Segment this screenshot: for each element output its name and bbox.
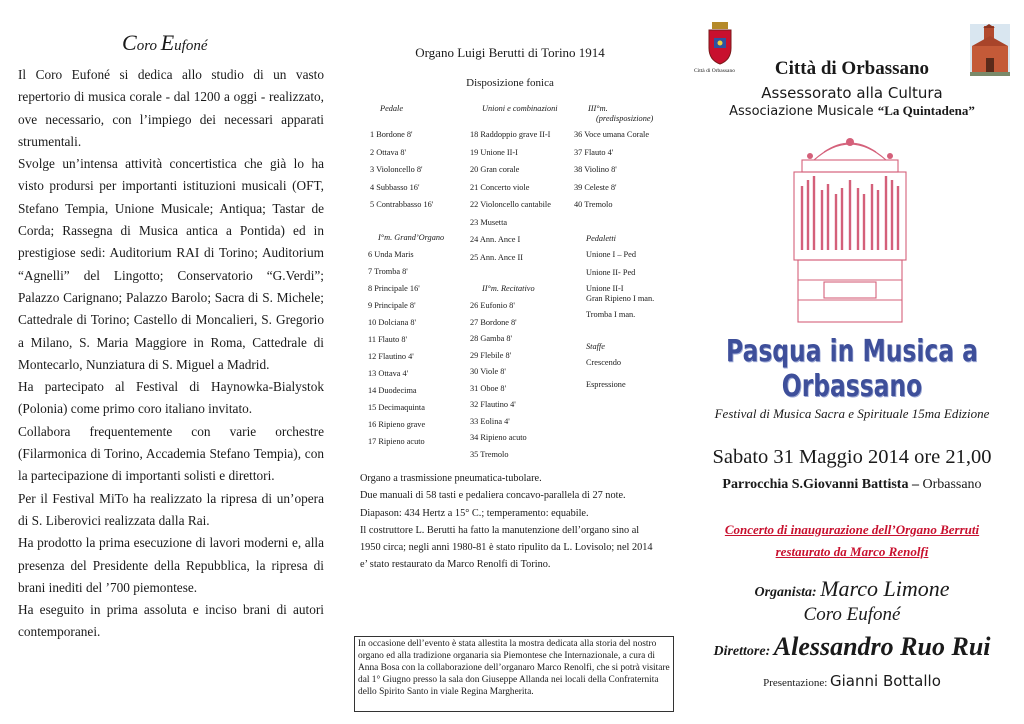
third-manual-stop: 36 Voce umana Corale (574, 130, 650, 139)
association: Associazione Musicale “La Quintadena” (729, 103, 975, 119)
staffe-item: Espressione (586, 380, 626, 389)
concert-title-line1: Concerto di inaugurazione dell’Organo Berruti (724, 522, 980, 537)
grand-organo-stop: 10 Dolciana 8' (368, 318, 417, 327)
paragraph: Ha partecipato al Festival di Haynowka-Bialystok (Polonia) come primo coro italiano invitato. (18, 379, 324, 417)
pedaletto-item: Unione II- Ped (586, 268, 636, 277)
pedale-header: Pedale (380, 104, 404, 113)
grand-organo-stop: 8 Principale 16' (368, 284, 420, 293)
city-name: Città di Orbassano (774, 58, 930, 79)
director: Direttore: Alessandro Ruo Rui (713, 632, 991, 661)
organist: Organista: Marco Limone (754, 576, 950, 601)
crest-caption: Città di Orbassano (694, 68, 735, 74)
unioni-header: Unioni e combinazioni (482, 104, 558, 113)
paragraph: Diapason: 434 Hertz a 15° C.; temperamento: equabile. (360, 507, 589, 519)
paragraph: Svolge un’intensa attività concertistica che già lo ha visto prodursi per importanti istituzioni musicali (OFT, Stefano Tempia, Unione Musicale; Antiqua; Tastar de Corda; Rassegna di Musica antica a Pontida) ed in prestigiose sedi: Auditorium RAI di Torino; Auditorium “Agnelli” del Lingotto; Conservatorio “G.Verdi”; Palazzo Carignano; Palazzo Barolo; Sacra di S. Michele; Cattedrale di Torino; Castello di Moncalieri, S. Gregorio a Milano, S. Maria Maggiore in Roma, Cattedrale di Montecarlo, Nunziatura di S. Miguel a Madrid. (18, 156, 324, 372)
pedale-stop: 2 Ottava 8' (370, 147, 407, 157)
grand-organo-stop: 17 Ripieno acuto (368, 437, 425, 446)
festival-subtitle: Festival di Musica Sacra e Spirituale 15ma Edizione (714, 406, 990, 421)
grand-organo-stop: 9 Principale 8' (368, 301, 416, 310)
unioni-stop: 18 Raddoppio grave II-I (470, 130, 551, 139)
concert-title-line2: restaurato da Marco Renolfi (775, 544, 929, 559)
coro-description (18, 64, 324, 644)
grand-organo-header: I°m. Grand’Organo (378, 233, 445, 242)
third-manual-stop: 38 Violino 8' (574, 165, 617, 174)
staffe-item: Crescendo (586, 358, 622, 367)
third-manual-subheader: (predisposizione) (596, 114, 654, 123)
paragraph: Organo a trasmissione pneumatica-tubolare. (360, 473, 542, 484)
staffe-header: Staffe (586, 342, 605, 351)
paragraph: Per il Festival MiTo ha realizzato la ripresa di un’opera di S. Liberovici realizzata dalla Rai. (18, 490, 324, 528)
paragraph: Due manuali di 58 tasti e pedaliera concavo-parallela di 27 note. (360, 490, 626, 502)
recitativo-stop: 35 Tremolo (470, 449, 509, 459)
pedale-stop: 3 Violoncello 8' (370, 165, 423, 174)
paragraph: Il Coro Eufoné si dedica allo studio di un vasto repertorio di musica corale - dal 1200 a oggi - realizzato, ove necessario, con l’impiego dei necessari apparati strumentali. (18, 67, 324, 149)
recitativo-stop: 29 Flebile 8' (470, 350, 512, 360)
pedaletto-item: Gran Ripieno I man. (586, 294, 655, 303)
event-title: Pasqua in Musica a Orbassano (726, 334, 978, 404)
disposition-title: Disposizione fonica (466, 77, 554, 89)
unioni-stop: 19 Unione II-I (470, 147, 518, 157)
choir-name: Coro Eufoné (803, 604, 901, 625)
coro-title: Coro Eufoné (122, 30, 208, 55)
paragraph: Ha eseguito in prima assoluta e inciso brani di autori contemporanei. (18, 602, 324, 640)
venue: Parrocchia S.Giovanni Battista – Orbassano (722, 477, 982, 492)
unioni-stop: 20 Gran corale (470, 165, 520, 174)
third-manual-header: III°m. (588, 104, 608, 113)
third-manual-stop: 37 Flauto 4' (574, 147, 614, 157)
event-panel (680, 0, 1024, 724)
recitativo-stop: 27 Bordone 8' (470, 317, 517, 327)
pedaletto-item: Unione I – Ped (586, 250, 637, 259)
pipe-organ-illustration (784, 130, 916, 326)
organ-title: Organo Luigi Berutti di Torino 1914 (415, 45, 605, 60)
unioni-stop: 25 Ann. Ance II (470, 252, 523, 262)
recitativo-stop: 28 Gamba 8' (470, 334, 513, 343)
coro-eufone-panel (0, 0, 340, 724)
grand-organo-stop: 16 Ripieno grave (368, 420, 426, 429)
pedaletti-header: Pedaletti (586, 234, 616, 243)
grand-organo-stop: 15 Decimaquinta (368, 403, 425, 412)
organ-description (360, 470, 660, 574)
paragraph: Collabora frequentemente con varie orchestre (Filarmonica di Torino, Accademia Stefano Tempia), con la partecipazione di importanti solisti e direttori. (18, 423, 324, 484)
exhibition-notice: In occasione dell’evento è stata allestita la mostra dedicata alla storia del nostro organo ed alla tradizione organaria sia Piemontese che Internazionale, a cura di Anna Bosa con la collaborazione dell’organaro Marco Renolfi, che si potrà visitare dal 1° Giugno presso la sala don Giuseppe Allanda nei locali della Confraternita dello Spirito Santo in viale Regina Margherita. (354, 636, 674, 712)
unioni-stop: 22 Violoncello cantabile (470, 200, 551, 209)
grand-organo-stop: 12 Flautino 4' (368, 352, 414, 361)
event-date: Sabato 31 Maggio 2014 ore 21,00 (712, 446, 992, 468)
recitativo-stop: 26 Eufonio 8' (470, 301, 515, 310)
third-manual-stop: 39 Celeste 8' (574, 182, 617, 192)
grand-organo-stop: 6 Unda Maris (368, 250, 414, 259)
recitativo-stop: 32 Flautino 4' (470, 400, 516, 409)
pedale-stop: 4 Subbasso 16' (370, 182, 420, 192)
recitativo-stop: 30 Viole 8' (470, 367, 506, 376)
third-manual-stop: 40 Tremolo (574, 200, 613, 209)
pedale-stop: 1 Bordone 8' (370, 130, 413, 139)
paragraph: Il costruttore L. Berutti ha fatto la manutenzione dell’organo sino al 1950 circa; negli anni 1980-81 è stato ripulito da L. Lovisolo; nel 2014 e’ stato restaurato da Marco Renolfi di Torino. (360, 524, 653, 571)
assessorato: Assessorato alla Cultura (761, 84, 943, 102)
grand-organo-stop: 7 Tromba 8' (368, 267, 408, 276)
grand-organo-stop: 11 Flauto 8' (368, 335, 407, 344)
organ-panel (340, 0, 680, 724)
recitativo-stop: 34 Ripieno acuto (470, 433, 527, 442)
paragraph: Ha prodotto la prima esecuzione di lavori moderni e, alla presenza del Presidente della Repubblica, la ripresa di brani inediti del ’700 piemontese. (18, 535, 324, 595)
grand-organo-stop: 13 Ottava 4' (368, 369, 409, 378)
recitativo-stop: 31 Oboe 8' (470, 383, 507, 393)
presenter: Presentazione: Gianni Bottallo (763, 672, 941, 690)
unioni-stop: 23 Musetta (470, 217, 508, 227)
unioni-stop: 21 Concerto viole (470, 182, 530, 192)
grand-organo-stop: 14 Duodecima (368, 386, 417, 395)
pedaletto-item: Unione II-I (586, 284, 624, 293)
pedaletto-item: Tromba I man. (586, 310, 636, 319)
pedale-stop: 5 Contrabbasso 16' (370, 200, 434, 209)
recitativo-stop: 33 Eolina 4' (470, 416, 510, 426)
recitativo-header: II°m. Recitativo (482, 284, 535, 293)
unioni-stop: 24 Ann. Ance I (470, 235, 521, 244)
